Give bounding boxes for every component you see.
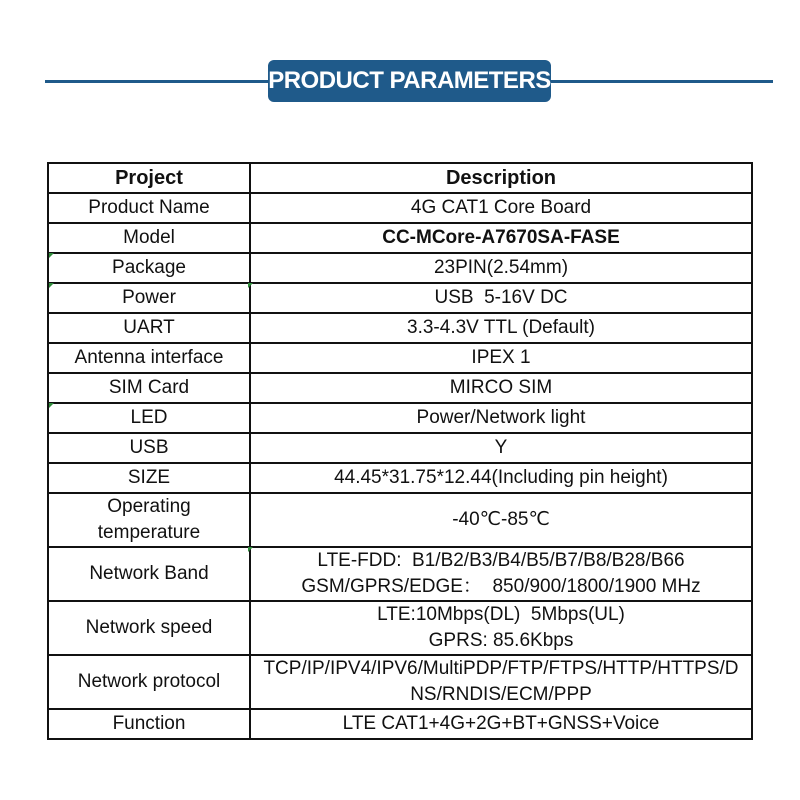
description-line: GSM/GPRS/EDGE： 850/900/1800/1900 MHz bbox=[301, 576, 701, 597]
description-cell: IPEX 1 bbox=[250, 343, 752, 373]
table-row bbox=[48, 601, 752, 655]
description-cell: 23PIN(2.54mm) bbox=[250, 253, 752, 283]
project-cell bbox=[48, 493, 250, 547]
table-header-row bbox=[48, 163, 752, 193]
description-cell: CC-MCore-A7670SA-FASE bbox=[250, 223, 752, 253]
cell-corner-mark bbox=[248, 283, 253, 288]
cell-corner-mark bbox=[248, 547, 253, 552]
page-title: PRODUCT PARAMETERS bbox=[268, 67, 551, 94]
description-cell: -40℃-85℃ bbox=[250, 493, 752, 547]
description-line: LTE-FDD: B1/B2/B3/B4/B5/B7/B8/B28/B66 bbox=[317, 550, 685, 571]
description-cell: 3.3-4.3V TTL (Default) bbox=[250, 313, 752, 343]
description-line: GPRS: 85.6Kbps bbox=[428, 630, 574, 651]
parameters-table bbox=[47, 162, 753, 740]
project-cell: Power bbox=[48, 283, 250, 313]
table-row bbox=[48, 313, 752, 343]
project-cell: SIZE bbox=[48, 463, 250, 493]
description-cell bbox=[250, 601, 752, 655]
project-cell: Model bbox=[48, 223, 250, 253]
description-cell: Power/Network light bbox=[250, 403, 752, 433]
project-line: temperature bbox=[97, 522, 201, 543]
description-cell bbox=[250, 547, 752, 601]
cell-corner-mark bbox=[49, 253, 54, 258]
table-row bbox=[48, 403, 752, 433]
project-cell: Network speed bbox=[48, 601, 250, 655]
table-row bbox=[48, 223, 752, 253]
project-cell: Package bbox=[48, 253, 250, 283]
project-cell: Function bbox=[48, 709, 250, 739]
table-row bbox=[48, 655, 752, 709]
cell-corner-mark bbox=[49, 403, 54, 408]
column-header-project: Project bbox=[48, 163, 250, 193]
table-row bbox=[48, 253, 752, 283]
description-cell: LTE CAT1+4G+2G+BT+GNSS+Voice bbox=[250, 709, 752, 739]
description-cell: 44.45*31.75*12.44(Including pin height) bbox=[250, 463, 752, 493]
header-rule-left bbox=[45, 80, 275, 83]
project-cell: LED bbox=[48, 403, 250, 433]
table-row bbox=[48, 547, 752, 601]
table-row bbox=[48, 283, 752, 313]
description-cell bbox=[250, 655, 752, 709]
table-row bbox=[48, 709, 752, 739]
description-cell: MIRCO SIM bbox=[250, 373, 752, 403]
description-cell: USB 5-16V DC bbox=[250, 283, 752, 313]
table-row bbox=[48, 343, 752, 373]
header-badge bbox=[268, 60, 551, 102]
project-line: Operating bbox=[107, 496, 191, 517]
description-line: TCP/IP/IPV4/IPV6/MultiPDP/FTP/FTPS/HTTP/HTTPS/D bbox=[263, 658, 739, 679]
project-cell: Network protocol bbox=[48, 655, 250, 709]
project-cell: Network Band bbox=[48, 547, 250, 601]
description-cell: Y bbox=[250, 433, 752, 463]
project-cell: SIM Card bbox=[48, 373, 250, 403]
project-cell: Antenna interface bbox=[48, 343, 250, 373]
project-cell: Product Name bbox=[48, 193, 250, 223]
description-line: NS/RNDIS/ECM/PPP bbox=[410, 684, 592, 705]
table-row bbox=[48, 433, 752, 463]
description-line: LTE:10Mbps(DL) 5Mbps(UL) bbox=[377, 604, 625, 625]
table-row bbox=[48, 463, 752, 493]
description-cell: 4G CAT1 Core Board bbox=[250, 193, 752, 223]
table-row bbox=[48, 493, 752, 547]
project-cell: UART bbox=[48, 313, 250, 343]
project-cell: USB bbox=[48, 433, 250, 463]
table-row bbox=[48, 193, 752, 223]
cell-corner-mark bbox=[49, 283, 54, 288]
header-rule-right bbox=[545, 80, 773, 83]
column-header-description: Description bbox=[250, 163, 752, 193]
table-row bbox=[48, 373, 752, 403]
